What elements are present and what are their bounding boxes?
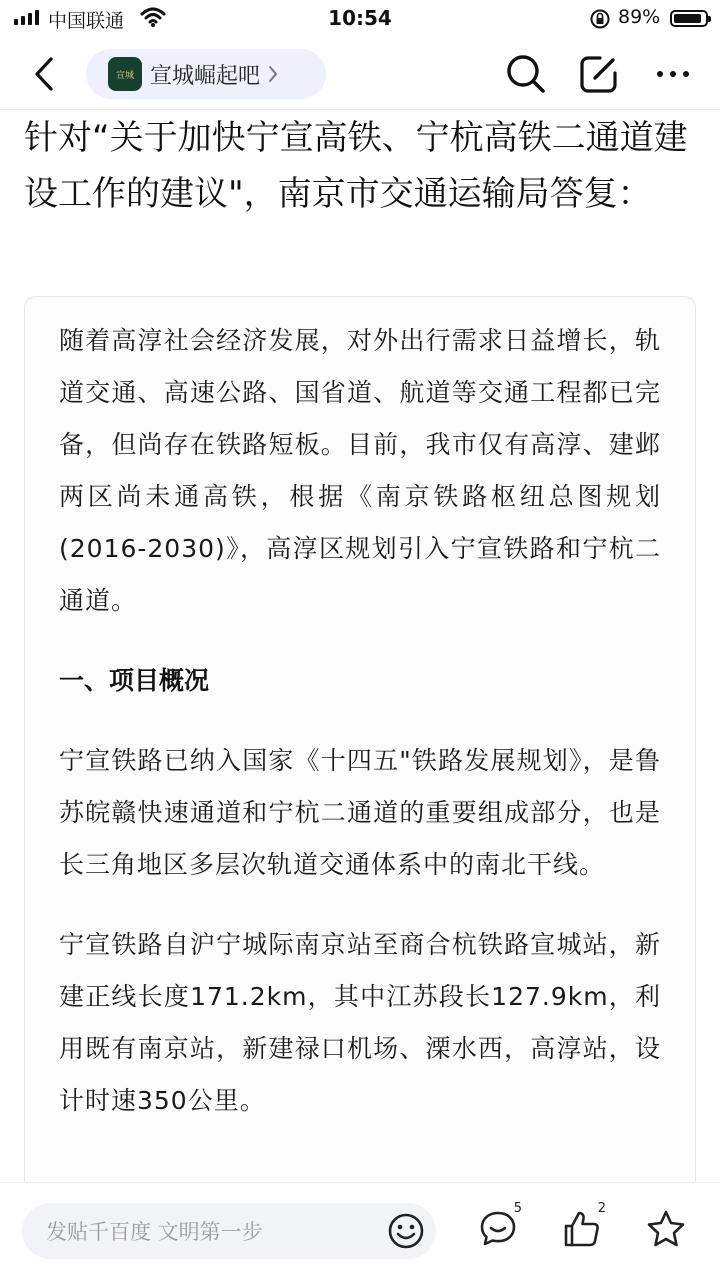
forum-avatar-text: 宣城 xyxy=(115,70,134,81)
comment-input[interactable] xyxy=(22,1203,436,1259)
edit-icon xyxy=(578,53,620,95)
battery-fill xyxy=(674,14,701,23)
more-horizontal-icon xyxy=(655,69,691,79)
smiley-icon xyxy=(387,1212,425,1250)
chevron-right-icon xyxy=(268,65,278,83)
like-button[interactable] xyxy=(558,1201,606,1253)
comments-button[interactable] xyxy=(474,1201,522,1253)
paragraph: 宁宣铁路自沪宁城际南京站至商合杭铁路宣城站，新建正线长度171.2km，其中江苏段长127.9km，利用既有南京站，新建禄口机场、溧水西，高淳站，设计时速350公里。 xyxy=(59,930,661,1115)
section-heading: 一、项目概况 xyxy=(59,666,210,695)
comment-placeholder: 发贴千百度 文明第一步 xyxy=(46,1220,263,1244)
rotation-lock-icon xyxy=(589,8,611,34)
thumbs-up-icon xyxy=(562,1209,602,1249)
compose-button[interactable] xyxy=(576,51,622,97)
quoted-reply-card xyxy=(24,296,696,1182)
star-icon xyxy=(645,1208,687,1250)
bottom-action-bar xyxy=(0,1182,720,1280)
post-content[interactable] xyxy=(0,110,720,1182)
paragraph: 宁宣铁路已纳入国家《十四五"铁路发展规划》，是鲁苏皖赣快速通道和宁杭二通道的重要组成部分，也是长三角地区多层次轨道交通体系中的南北干线。 xyxy=(59,746,661,879)
search-icon xyxy=(505,53,547,95)
emoji-button[interactable] xyxy=(386,1211,426,1251)
favorite-button[interactable] xyxy=(642,1205,690,1253)
back-button[interactable] xyxy=(22,52,66,96)
comment-bubble-icon xyxy=(478,1209,518,1249)
forum-name: 宣城崛起吧 xyxy=(150,63,261,89)
forum-link[interactable] xyxy=(86,49,326,99)
clock-time: 10:54 xyxy=(328,6,392,30)
comment-count: 5 xyxy=(513,1201,522,1216)
more-options-button[interactable] xyxy=(650,51,696,97)
forum-avatar xyxy=(108,57,142,91)
chevron-left-icon xyxy=(33,56,55,92)
search-button[interactable] xyxy=(503,51,549,97)
post-title: 针对“关于加快宁宣高铁、宁杭高铁二通道建设工作的建议"，南京市交通运输局答复： xyxy=(24,118,688,214)
carrier-label: 中国联通 xyxy=(48,10,125,32)
battery-icon xyxy=(670,10,708,27)
top-navigation-bar xyxy=(0,38,720,110)
like-count: 2 xyxy=(597,1201,606,1216)
paragraph: 随着高淳社会经济发展，对外出行需求日益增长，轨道交通、高速公路、国省道、航道等交通工程都已完备，但尚存在铁路短板。目前，我市仅有高淳、建邺两区尚未通高铁，根据《南京铁路枢纽总图规划(2016-2030)》，高淳区规划引入宁宣铁路和宁杭二通道。 xyxy=(59,326,661,615)
battery-percentage: 89% xyxy=(618,6,661,28)
status-bar xyxy=(0,0,720,38)
